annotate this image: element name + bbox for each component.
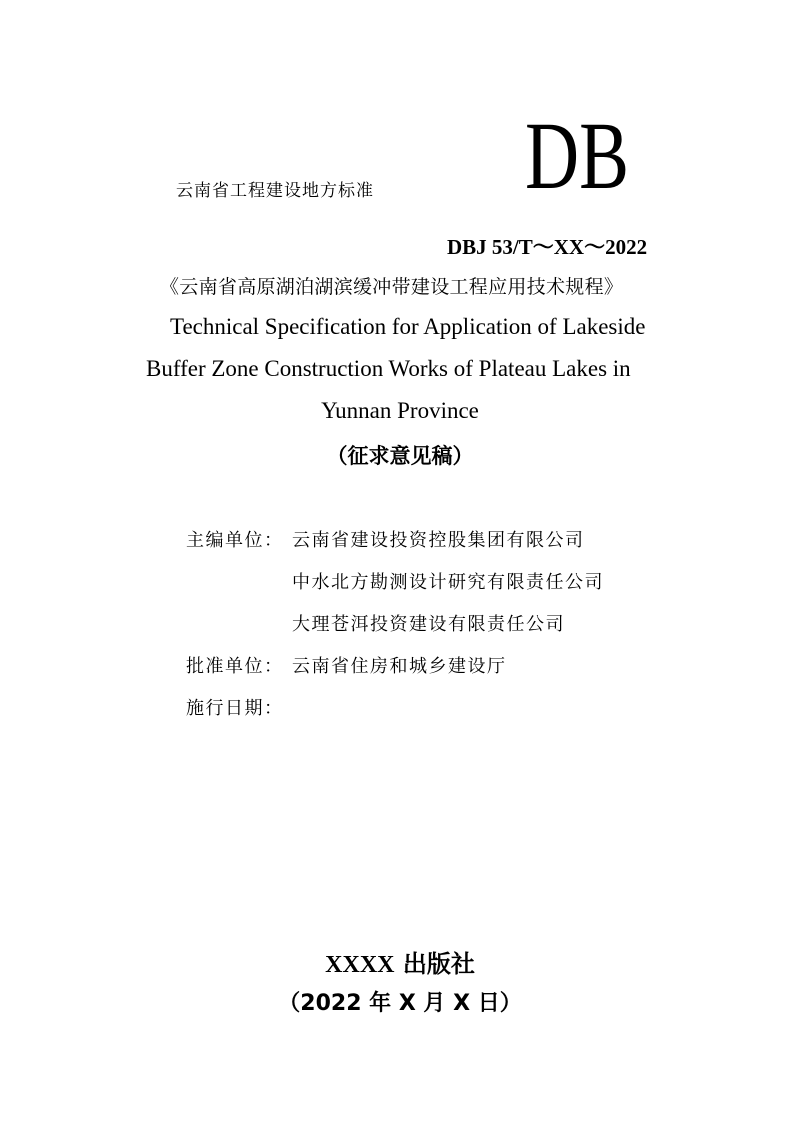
title-english-line-3: Yunnan Province (321, 398, 479, 423)
chief-editor-3: 大理苍洱投资建设有限责任公司 (292, 614, 565, 635)
title-chinese: 《云南省高原湖泊湖滨缓冲带建设工程应用技术规程》 (160, 276, 624, 298)
chief-editor-2: 中水北方勘测设计研究有限责任公司 (292, 572, 604, 593)
publish-date: （2022 年 X 月 X 日） (278, 991, 522, 1016)
title-english-line-2: Buffer Zone Construction Works of Plateau Lakes in (146, 356, 631, 381)
chief-editor-1: 云南省建设投资控股集团有限公司 (292, 530, 585, 551)
publisher-name: XXXX (325, 952, 395, 978)
publisher (0, 944, 800, 979)
standard-number: DBJ 53/T～XX～2022 (447, 235, 648, 259)
chief-editor-label: 主编单位： (186, 530, 284, 551)
draft-label: （征求意见稿） (326, 444, 474, 468)
db-mark: DB (525, 102, 630, 209)
effective-date-label: 施行日期： (186, 698, 284, 719)
publisher-suffix: 出版社 (394, 950, 475, 978)
approval-unit: 云南省住房和城乡建设厅 (292, 656, 507, 677)
approval-label: 批准单位： (186, 656, 284, 677)
title-english-line-1: Technical Specification for Application of Lakeside (170, 314, 646, 339)
local-standard-label: 云南省工程建设地方标准 (176, 181, 374, 201)
